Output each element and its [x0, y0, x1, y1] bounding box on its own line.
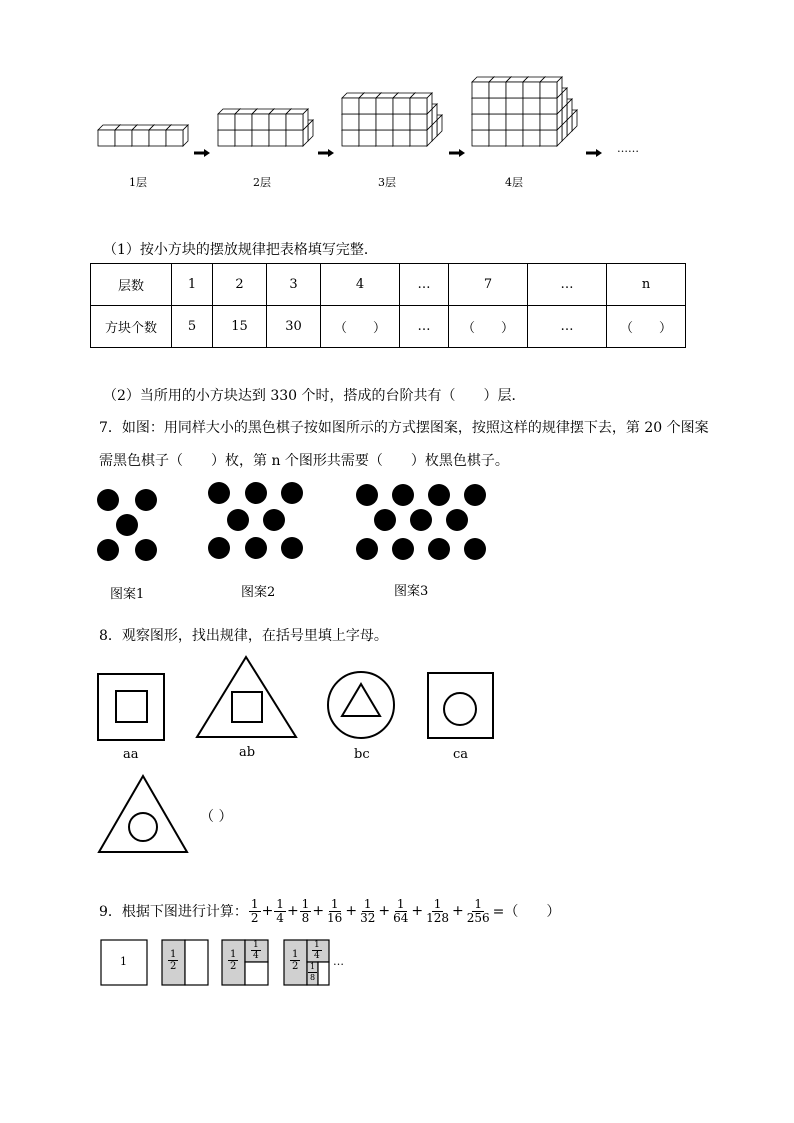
q9-prefix: 9．根据下图进行计算：	[99, 904, 248, 920]
expr-fraction	[465, 898, 492, 925]
table-cell: 7	[449, 264, 528, 306]
plus-sign: +	[452, 903, 464, 919]
q7-line2: 需黑色棋子（ ）枚，第 n 个图形共需要（ ）枚黑色棋子。	[99, 453, 509, 469]
q8-title: 8．观察图形，找出规律，在括号里填上字母。	[99, 628, 388, 644]
frac-den: 128	[426, 910, 449, 925]
table-cell: 30	[267, 306, 321, 348]
frac-den: 4	[253, 951, 259, 961]
frac-den: 16	[327, 910, 343, 925]
pattern-label-3: 图案3	[394, 584, 429, 599]
chess-piece	[464, 538, 486, 560]
expr-fraction	[300, 898, 312, 925]
q6-part1: （1）按小方块的摆放规律把表格填写完整．	[103, 242, 378, 258]
outer-triangle	[197, 657, 296, 737]
frac-den: 256	[466, 910, 490, 925]
chess-piece	[116, 514, 138, 536]
chess-piece	[263, 509, 285, 531]
table-cell: 4	[321, 264, 400, 306]
inner-circle	[444, 693, 476, 725]
table-cell: 3	[267, 264, 321, 306]
table-cell: …	[400, 264, 449, 306]
table-cell: 5	[172, 306, 213, 348]
chess-piece	[392, 538, 414, 560]
frac-den: 2	[230, 961, 237, 972]
frac-num: 1	[330, 896, 339, 911]
table-cell: …	[528, 264, 607, 306]
table-cell: 层数	[91, 264, 172, 306]
chess-piece	[135, 489, 157, 511]
frac-den: 64	[393, 910, 409, 925]
box-frac-half	[168, 949, 178, 972]
chess-piece	[227, 509, 249, 531]
chess-piece	[356, 538, 378, 560]
shape-label-ca: ca	[453, 747, 469, 762]
frac-den: 2	[292, 961, 299, 972]
chess-piece	[428, 538, 450, 560]
expr-fraction	[424, 898, 451, 925]
plus-sign: +	[261, 903, 274, 919]
frac-num: 1	[314, 940, 320, 950]
chess-piece	[410, 509, 432, 531]
frac-num: 1	[292, 949, 299, 960]
expr-fraction	[325, 898, 344, 925]
frac-num: 1	[253, 940, 259, 950]
outer-square	[98, 674, 164, 740]
outer-square	[428, 673, 493, 738]
equals-blank: =（ ）	[492, 904, 561, 920]
table-cell: 方块个数	[91, 306, 172, 348]
inner-triangle	[342, 684, 380, 716]
table-cell: （ ）	[607, 306, 686, 348]
chess-piece	[281, 537, 303, 559]
box-frac-half	[228, 949, 238, 972]
frac-num: 1	[396, 896, 405, 911]
chess-piece	[428, 484, 450, 506]
box-frac-quarter	[251, 940, 261, 961]
frac-num: 1	[363, 896, 372, 911]
plus-sign: +	[411, 903, 424, 919]
chess-piece	[208, 482, 230, 504]
table-cell: （ ）	[321, 306, 400, 348]
chess-piece	[135, 539, 157, 561]
table-cell: （ ）	[449, 306, 528, 348]
chess-piece	[208, 537, 230, 559]
fraction-boxes	[0, 0, 794, 100]
shape-label-bc: bc	[354, 747, 370, 762]
quarter-box	[245, 962, 268, 985]
chess-piece	[356, 484, 378, 506]
q6-part2: （2）当所用的小方块达到 330 个时，搭成的台阶共有（ ）层．	[103, 388, 526, 404]
inner-square	[116, 691, 147, 722]
box-frac-half	[290, 949, 300, 972]
inner-square	[232, 692, 262, 722]
stair-label-4: 4层	[505, 176, 523, 189]
expr-fraction	[274, 898, 286, 925]
shape-label-aa: aa	[123, 747, 139, 762]
expr-fraction	[358, 898, 377, 925]
table-cell: 15	[213, 306, 267, 348]
chess-piece	[464, 484, 486, 506]
shape-label-ab: ab	[239, 745, 256, 760]
pattern-label-2: 图案2	[241, 585, 276, 600]
plus-sign: +	[312, 903, 325, 919]
chess-piece	[446, 509, 468, 531]
frac-num: 1	[433, 896, 442, 911]
trailing-ellipsis: …	[333, 955, 344, 968]
table-cell: 2	[213, 264, 267, 306]
stair-label-2: 2层	[253, 176, 271, 189]
stair-ellipsis: ……	[617, 142, 639, 155]
frac-den: 4	[314, 951, 320, 961]
table-cell: 1	[172, 264, 213, 306]
box-label-one: 1	[120, 955, 127, 968]
table-row	[91, 306, 686, 348]
expr-fraction	[391, 898, 410, 925]
plus-sign: +	[286, 903, 299, 919]
frac-den: 32	[360, 910, 376, 925]
q9-expression	[99, 896, 560, 926]
frac-den: 8	[310, 973, 316, 982]
chess-piece	[392, 484, 414, 506]
eighth-box	[318, 962, 329, 985]
chess-piece	[374, 509, 396, 531]
frac-den: 4	[276, 910, 284, 925]
frac-den: 2	[170, 961, 177, 972]
box-frac-quarter	[312, 940, 322, 961]
table-cell: …	[400, 306, 449, 348]
stair-label-1: 1层	[129, 176, 147, 189]
chess-piece	[97, 489, 119, 511]
frac-num: 1	[276, 896, 284, 911]
frac-num: 1	[230, 949, 237, 960]
chess-piece	[97, 539, 119, 561]
plus-sign: +	[345, 903, 358, 919]
frac-num: 1	[310, 962, 316, 971]
chess-piece	[245, 482, 267, 504]
frac-num: 1	[301, 896, 310, 911]
frac-num: 1	[170, 949, 177, 960]
chess-piece	[281, 482, 303, 504]
frac-den: 2	[250, 910, 259, 925]
frac-den: 8	[301, 910, 310, 925]
chess-piece	[245, 537, 267, 559]
box-frac-eighth	[308, 962, 317, 983]
outer-circle	[328, 672, 394, 738]
table-cell: …	[528, 306, 607, 348]
answer-blank: （ ）	[200, 809, 233, 825]
pattern-label-1: 图案1	[110, 587, 145, 602]
frac-num: 1	[474, 896, 482, 911]
inner-circle	[129, 813, 157, 841]
stair-label-3: 3层	[378, 176, 396, 189]
plus-sign: +	[378, 903, 391, 919]
frac-num: 1	[250, 896, 259, 911]
expr-fraction	[249, 898, 261, 925]
table-cell: n	[607, 264, 686, 306]
q7-line1: 7．如图：用同样大小的黑色棋子按如图所示的方式摆图案，按照这样的规律摆下去，第 20 个图案	[99, 420, 709, 436]
half-box	[185, 940, 208, 985]
